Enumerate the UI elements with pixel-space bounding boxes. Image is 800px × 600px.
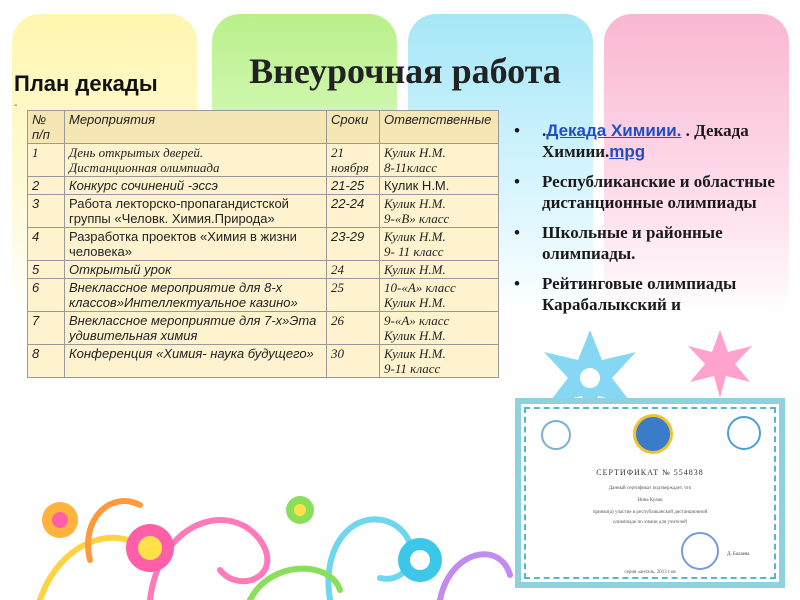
- table-row: [28, 261, 499, 279]
- star-flower-icon: [688, 330, 752, 398]
- row-date: 23-29: [327, 228, 380, 261]
- row-number: 4: [28, 228, 65, 261]
- flower-icon: [126, 524, 174, 572]
- responsible-text: Кулик Н.М.: [384, 196, 446, 211]
- slide-title: Внеурочная работа: [249, 51, 561, 91]
- video-file-link[interactable]: mpg: [609, 142, 646, 161]
- row-event: Конкурс сочинений -эссэ: [65, 177, 327, 195]
- table-row: [28, 228, 499, 261]
- responsible-text: Кулик Н.М.: [384, 328, 446, 343]
- row-event: Работа лекторско-пропагандистской группы «Человк. Химия.Природа»: [65, 195, 327, 228]
- row-responsible: [380, 279, 499, 312]
- row-number: 1: [28, 144, 65, 177]
- table-row: [28, 144, 499, 177]
- row-date: 24: [327, 261, 380, 279]
- flower-icon: [286, 496, 314, 524]
- row-event: Внеклассное мероприятие для 8-х классов»Интеллектуальное казино»: [65, 279, 327, 312]
- responsible-text: 9-«В» класс: [384, 211, 450, 226]
- table-header-row: [28, 111, 499, 144]
- events-table: [27, 110, 499, 378]
- table-row: [28, 195, 499, 228]
- responsible-text: Кулик Н.М.: [384, 229, 446, 244]
- certificate-footer: серия «анталь, 2013 г.ов: [624, 570, 676, 575]
- certificate-signature: Д. Балаева: [727, 552, 750, 557]
- row-number: 7: [28, 312, 65, 345]
- certificate-image: [515, 398, 785, 588]
- row-responsible: [380, 345, 499, 378]
- row-event: Открытый урок: [65, 261, 327, 279]
- row-date: 21-25: [327, 177, 380, 195]
- responsible-text: 9-«А» класс: [384, 313, 450, 328]
- row-event: Конференция «Химия- наука будущего»: [65, 345, 327, 378]
- row-responsible: [380, 144, 499, 177]
- certificate-line: олимпиаде по химии для учителей: [613, 520, 687, 525]
- row-event: Разработка проектов «Химия в жизни человека»: [65, 228, 327, 261]
- header-number: № п/п: [28, 111, 65, 144]
- responsible-text: 8-11класс: [384, 160, 438, 175]
- row-number: 6: [28, 279, 65, 312]
- table-row: [28, 177, 499, 195]
- responsible-text: 9-11 класс: [384, 361, 441, 376]
- header-responsible: Ответственные: [380, 111, 499, 144]
- bullet-item: • Рейтинговые олимпиады Карабалыкский и: [510, 273, 790, 315]
- row-date: 22-24: [327, 195, 380, 228]
- bullet-item: • Школьные и районные олимпиады.: [510, 222, 790, 264]
- row-event: [65, 144, 327, 177]
- seal-icon: [541, 420, 571, 450]
- bullet-item: [510, 120, 790, 162]
- table-row: [28, 345, 499, 378]
- row-date: 25: [327, 279, 380, 312]
- header-events: Мероприятия: [65, 111, 327, 144]
- decade-chemistry-link[interactable]: Декада Химиии.: [546, 121, 682, 140]
- row-responsible: [380, 228, 499, 261]
- row-number: 8: [28, 345, 65, 378]
- table-row: [28, 279, 499, 312]
- row-date: 30: [327, 345, 380, 378]
- flower-icon: [42, 502, 78, 538]
- row-responsible: [380, 312, 499, 345]
- bullet-item: • Республиканские и областные дистанционные олимпиады: [510, 171, 790, 213]
- certificate-line: Нина Кулик: [637, 498, 663, 503]
- row-responsible: Кулик Н.М.: [380, 177, 499, 195]
- event-text: Дистанционная олимпиада: [69, 160, 220, 175]
- event-text: День открытых дверей.: [69, 145, 204, 160]
- responsible-text: 10-«А» класс: [384, 280, 456, 295]
- bullet-text: . Декада Химиии.: [542, 121, 749, 161]
- row-responsible: Кулик Н.М.: [380, 261, 499, 279]
- bullet-list: [510, 120, 790, 324]
- row-responsible: [380, 195, 499, 228]
- subtitle-mark: -: [14, 100, 18, 111]
- row-event: Внеклассное мероприятие для 7-х»Эта удивительная химия: [65, 312, 327, 345]
- row-date: 21 ноября: [327, 144, 380, 177]
- logo-icon: [727, 416, 761, 450]
- certificate-line: принял(а) участие в республиканской дистанционной: [592, 510, 708, 515]
- flower-icon: [398, 538, 442, 582]
- row-number: 5: [28, 261, 65, 279]
- responsible-text: Кулик Н.М.: [384, 145, 446, 160]
- row-number: 2: [28, 177, 65, 195]
- stamp-icon: [681, 532, 719, 570]
- emblem-icon: [633, 414, 673, 454]
- certificate-title: СЕРТИФИКАТ № 554838: [596, 468, 704, 477]
- bullet-prefix: .: [542, 121, 547, 140]
- table-row: [28, 312, 499, 345]
- responsible-text: 9- 11 класс: [384, 244, 444, 259]
- responsible-text: Кулик Н.М.: [384, 346, 446, 361]
- certificate-line: Данный сертификат подтверждает, что: [608, 486, 692, 491]
- header-dates: Сроки: [327, 111, 380, 144]
- row-number: 3: [28, 195, 65, 228]
- plan-subtitle: План декады: [14, 71, 158, 96]
- row-date: 26: [327, 312, 380, 345]
- responsible-text: Кулик Н.М.: [384, 295, 446, 310]
